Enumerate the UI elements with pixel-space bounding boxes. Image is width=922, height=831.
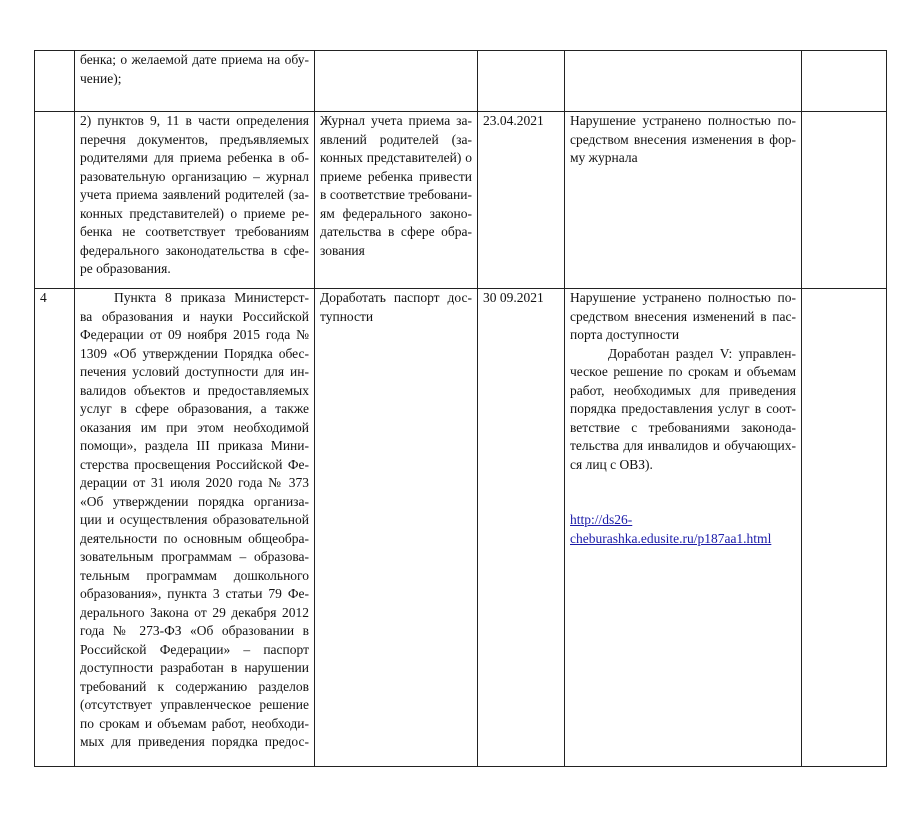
violation-line: дерации от 31 июля 2020 года № 373 [80, 475, 309, 490]
action-line: тупности [320, 308, 374, 324]
violation-line: ре образования. [80, 261, 171, 276]
violation-line: Российской Федерации» – паспорт [80, 641, 309, 657]
date-cell: 30 09.2021 [478, 289, 565, 767]
result-line: Нарушение устранено полностью по- [570, 290, 796, 305]
action-line: в соответствие требовани- [320, 187, 472, 202]
passport-link[interactable]: http://ds26- [570, 512, 633, 527]
violation-line: Пункта 8 приказа Министерст- [114, 290, 309, 305]
action-line: конных представителей) о [320, 150, 472, 165]
result-line: ся лиц с ОВЗ). [570, 456, 653, 472]
violation-line: помощи», раздела III приказа Мини- [80, 438, 309, 453]
result-line: Нарушение устранено полностью по- [570, 113, 796, 128]
violation-line: «Об утверждении порядка организа- [80, 493, 309, 509]
violation-line: бенка; о желаемой дате приема на обу- [80, 52, 309, 67]
violation-line: дерального Закона от 29 декабря 2012 [80, 604, 309, 620]
action-line: зования [320, 242, 365, 258]
violation-line: услуг в сфере образования, а также [80, 401, 309, 416]
action-line: Журнал учета приема за- [320, 113, 472, 128]
result-line: средством внесения изменений в пас- [570, 308, 796, 324]
result-line: порядка предоставления услуг в соот- [570, 401, 796, 416]
date-cell: 23.04.2021 [478, 112, 565, 289]
result-line: Доработан раздел V: управлен- [608, 345, 796, 361]
action-line: Доработать паспорт дос- [320, 290, 472, 305]
violation-line: Федерации от 09 ноября 2015 года № [80, 327, 309, 342]
table-row [35, 112, 887, 289]
result-cell [565, 112, 802, 289]
violation-line: разовательную организацию – журнал [80, 168, 309, 184]
violation-line: требований к содержанию разделов [80, 678, 309, 694]
violation-line: перечня документов, предъявляемых [80, 131, 309, 147]
result-line: тельства для инвалидов и обучающих- [570, 438, 796, 453]
violation-line: (отсутствует управленческое решение [80, 697, 309, 712]
violation-cell [75, 112, 315, 289]
result-line: порта доступности [570, 327, 680, 342]
violation-cell [75, 51, 315, 112]
violation-line: родителями для приема ребенка в об- [80, 150, 309, 165]
violation-line: оказания им при этом необходимой [80, 419, 309, 435]
action-cell [315, 112, 478, 289]
violation-line: ции и осуществления образовательной [80, 512, 309, 527]
violation-line: года № 273-ФЗ «Об образовании в [80, 623, 309, 638]
violation-line: по срокам и объемам работ, необходи- [80, 715, 309, 731]
action-line: ям федерального законо- [320, 205, 472, 221]
note-cell [802, 112, 887, 289]
passport-link[interactable]: cheburashka.edusite.ru/p187aa1.html [570, 530, 772, 546]
violation-line: образования», пункта 3 статьи 79 Фе- [80, 586, 309, 601]
violation-line: стерства просвещения Российской Фе- [80, 456, 309, 472]
violation-line: печения условий доступности для ин- [80, 364, 309, 379]
note-cell [802, 51, 887, 112]
action-cell [315, 51, 478, 112]
action-line: дательства в сфере обра- [320, 224, 472, 239]
result-line: работ, необходимых для приведения [570, 382, 796, 398]
violation-line: тельным программам дошкольного [80, 567, 309, 583]
violation-line: деятельности по основным общеобра- [80, 530, 309, 546]
violation-line: мых для приведения порядка предос- [80, 734, 309, 749]
action-line: явлений родителей (за- [320, 131, 472, 147]
violation-line: валидов объектов и предоставляемых [80, 382, 309, 398]
result-line: ветствие с требованиями законода- [570, 419, 796, 435]
table-row [35, 289, 887, 767]
violation-line: конных представителей) о приеме ре- [80, 205, 309, 221]
action-cell [315, 289, 478, 767]
violation-line: ва образования и науки Российской [80, 308, 309, 324]
result-cell [565, 51, 802, 112]
row-number-cell: 4 [35, 289, 75, 767]
row-number-cell [35, 112, 75, 289]
date-cell [478, 51, 565, 112]
result-line: му журнала [570, 150, 638, 165]
inspection-table [34, 50, 887, 767]
violation-line: чение); [80, 70, 122, 86]
violation-cell [75, 289, 315, 767]
result-line: средством внесения изменения в фор- [570, 131, 796, 147]
row-number-cell [35, 51, 75, 112]
violation-line: доступности разработан в нарушении [80, 660, 309, 675]
result-cell [565, 289, 802, 767]
violation-line: 1309 «Об утверждении Порядка обес- [80, 345, 309, 361]
result-line: ческое решение по срокам и объемам [570, 364, 796, 379]
violation-line: 2) пунктов 9, 11 в части определения [80, 113, 309, 128]
violation-line: бенка не соответствует требованиям [80, 224, 309, 239]
action-line: приеме ребенка привести [320, 168, 472, 184]
note-cell [802, 289, 887, 767]
violation-line: федерального законодательства в сфе- [80, 242, 309, 258]
table-row [35, 51, 887, 112]
violation-line: зовательным программам – образова- [80, 549, 309, 564]
violation-line: учета приема заявлений родителей (за- [80, 187, 309, 202]
